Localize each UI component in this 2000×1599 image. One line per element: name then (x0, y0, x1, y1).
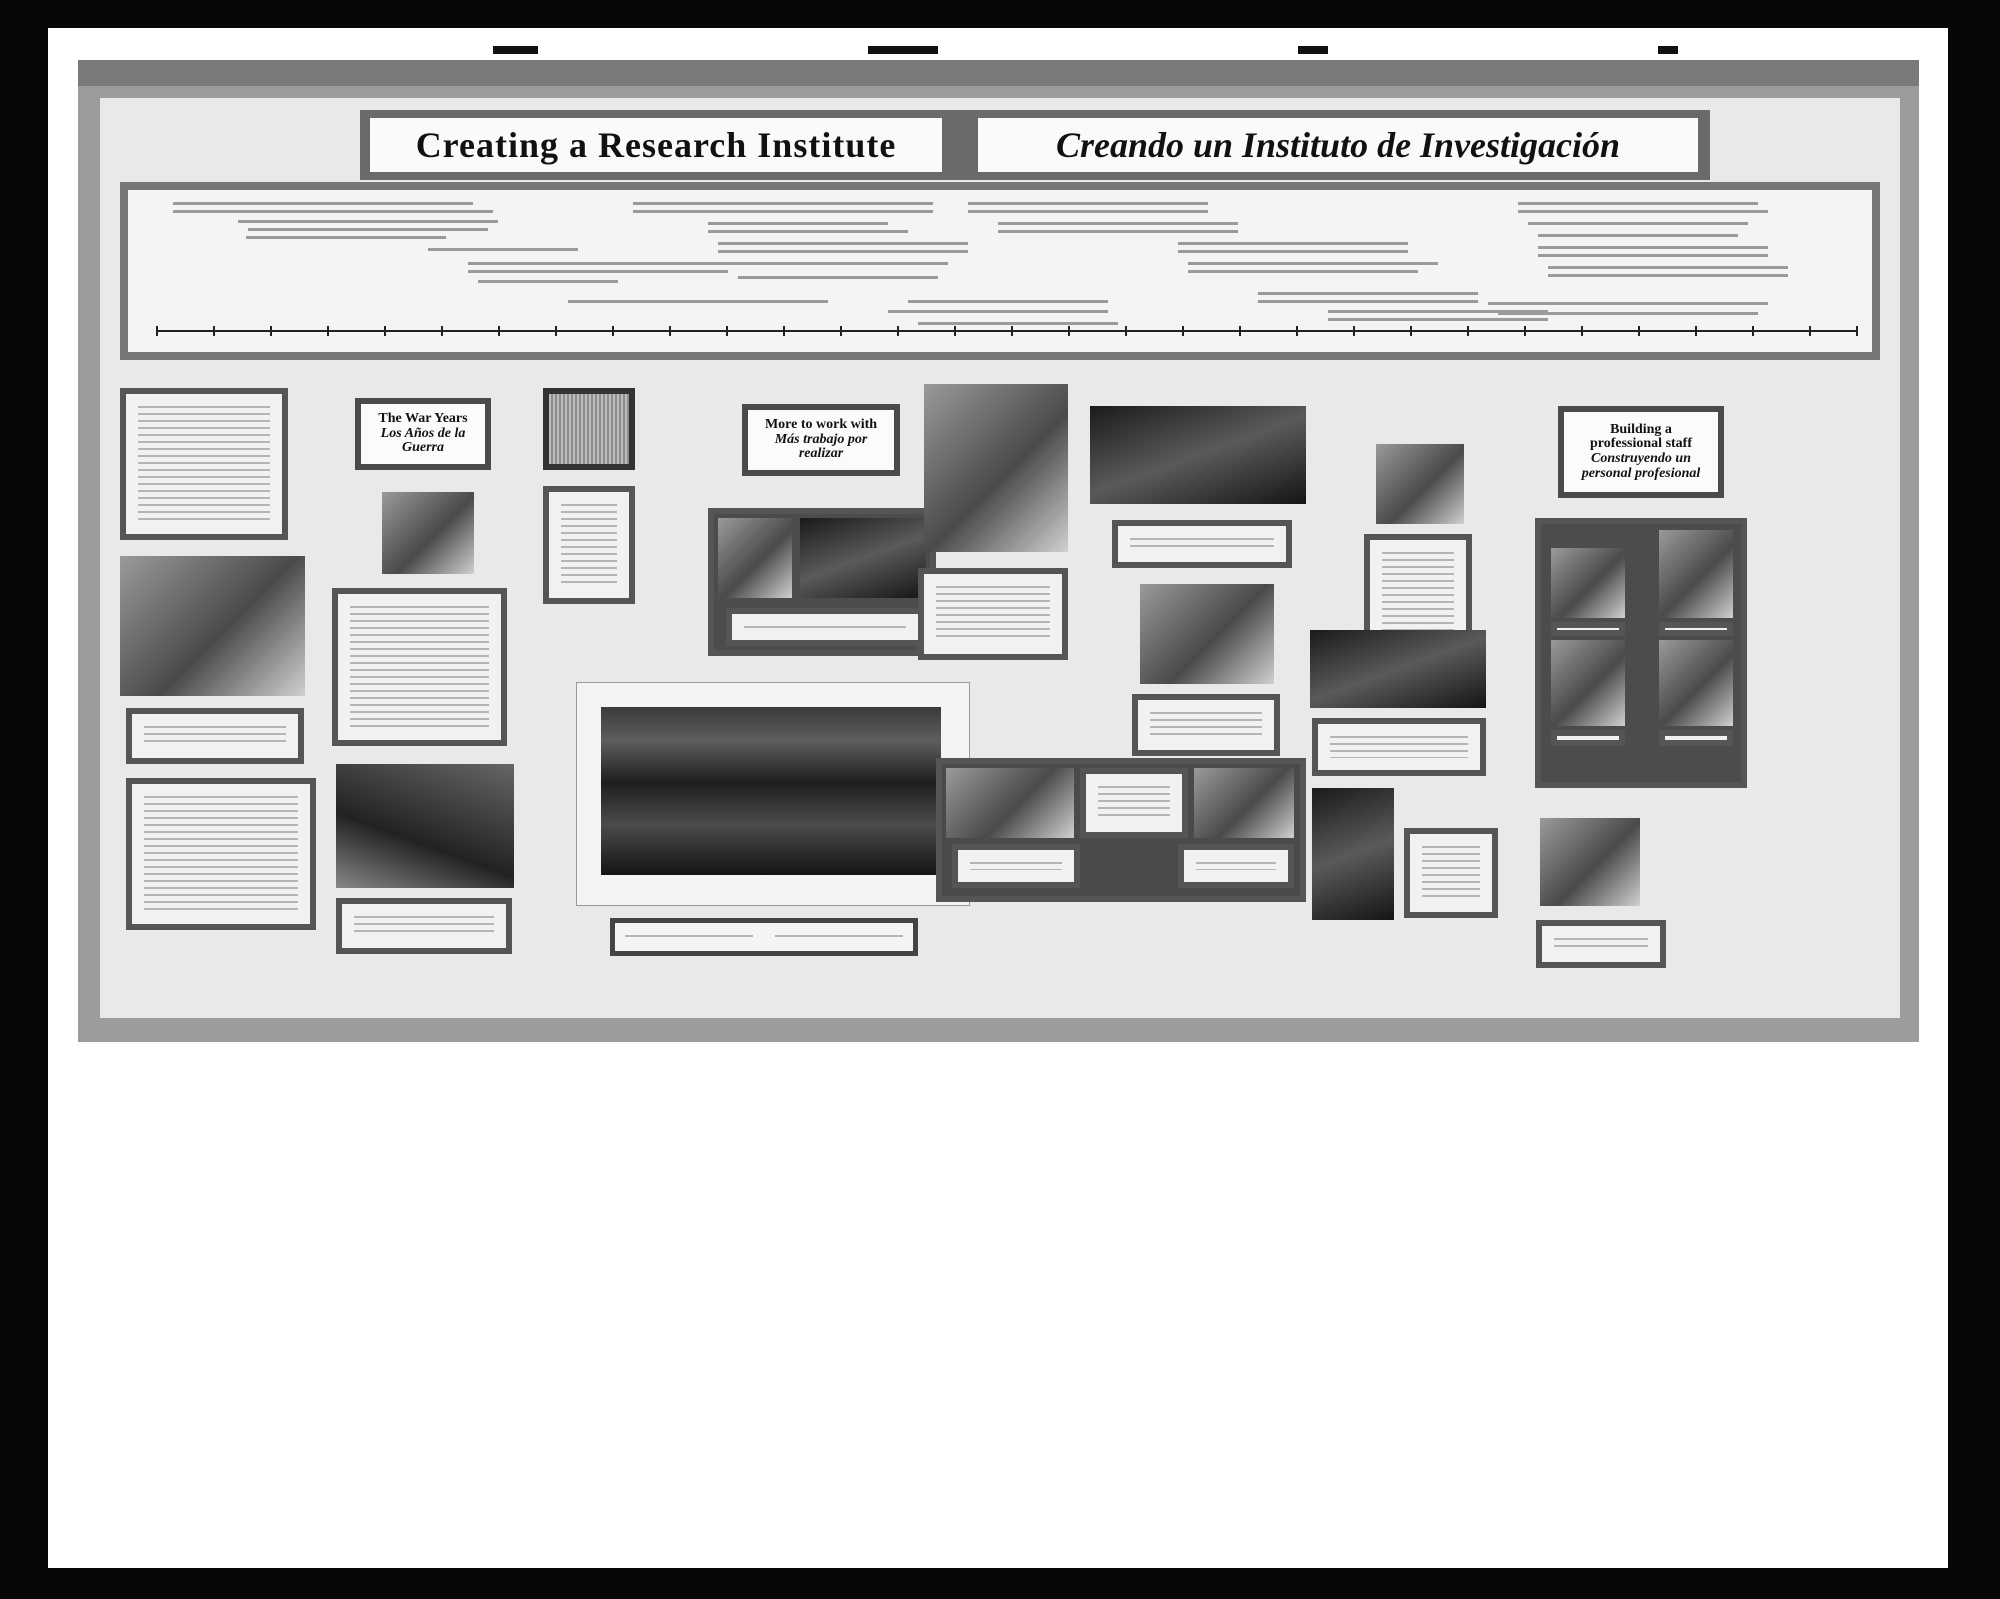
photo-group-portrait (382, 492, 474, 574)
aerial-photo-frame (576, 682, 970, 906)
photo-field-work (120, 556, 305, 696)
photo-woman-phone (1376, 444, 1464, 524)
caption-staff-4 (1659, 730, 1733, 746)
photo-shelter (336, 764, 514, 888)
wall-top-band (78, 60, 1919, 86)
photo-group-table (946, 768, 1074, 838)
text-panel-stamp (543, 486, 635, 604)
photo-lab-interior (800, 518, 926, 598)
photo-staff-2 (1659, 530, 1733, 618)
photo-researcher (924, 384, 1068, 552)
building-line-2: professional staff (1589, 436, 1693, 452)
caption-panel-people-2 (952, 844, 1080, 888)
war-years-es-2: Guerra (401, 440, 444, 456)
photo-office (1090, 406, 1306, 504)
war-years-en: The War Years (378, 410, 468, 426)
caption-staff-2 (1659, 622, 1733, 636)
building-es-1: Construyendo un (1591, 451, 1691, 466)
exhibit-wall (78, 60, 1919, 1042)
photo-print (48, 28, 1948, 1568)
building-es-2: personal profesional (1581, 465, 1701, 481)
caption-panel-1 (126, 708, 304, 764)
photo-staff-4 (1659, 640, 1733, 726)
photo-panel-people (936, 758, 1306, 902)
text-panel-war (332, 588, 507, 746)
timeline-inner (128, 190, 1872, 352)
war-years-es-1: Los Años de la (380, 425, 466, 441)
timeline-axis (156, 330, 1856, 332)
photo-panel-lab (708, 508, 936, 656)
photo-aerial-island (601, 707, 941, 875)
caption-panel-staff-lab (1536, 920, 1666, 968)
caption-panel-office (1112, 520, 1292, 568)
caption-staff-1 (1551, 622, 1625, 636)
photo-man-lab (718, 518, 792, 598)
more-work-en: More to work with (764, 416, 878, 432)
caption-panel-people-3 (1178, 844, 1294, 888)
exhibit-board (100, 98, 1900, 1018)
exhibit-title-en: Creating a Research Institute (370, 118, 942, 172)
more-work-es-2: realizar (798, 446, 844, 462)
text-panel-intro (120, 388, 288, 540)
caption-panel-dining (1312, 718, 1486, 776)
photo-forest-person (1312, 788, 1394, 920)
caption-staff-3 (1551, 730, 1625, 746)
heading-war-years (355, 398, 491, 470)
heading-more-work (742, 404, 900, 476)
stamp-icon (543, 388, 635, 470)
more-work-es-1: Más trabajo por (774, 431, 868, 447)
photo-dining-hall (1310, 630, 1486, 708)
photo-staff-lab (1540, 818, 1640, 906)
text-panel-researcher (918, 568, 1068, 660)
heading-building-staff (1558, 406, 1724, 498)
photo-panel-staff (1535, 518, 1747, 788)
top-edge-marks (48, 28, 1948, 38)
caption-bar-aerial (610, 918, 918, 956)
caption-panel-forest (1404, 828, 1498, 918)
building-line-1: Building a (1610, 421, 1672, 437)
caption-panel-people (1080, 768, 1188, 838)
caption-panel-2 (336, 898, 512, 954)
photo-porch (1140, 584, 1274, 684)
photo-staff-1 (1551, 548, 1625, 618)
text-panel-history (126, 778, 316, 930)
photo-staff-3 (1551, 640, 1625, 726)
caption-panel-porch (1132, 694, 1280, 756)
timeline-panel (120, 182, 1880, 360)
exhibit-title-es: Creando un Instituto de Investigación (978, 118, 1698, 172)
photo-field-people (1194, 768, 1294, 838)
caption-panel-lab (726, 608, 924, 646)
